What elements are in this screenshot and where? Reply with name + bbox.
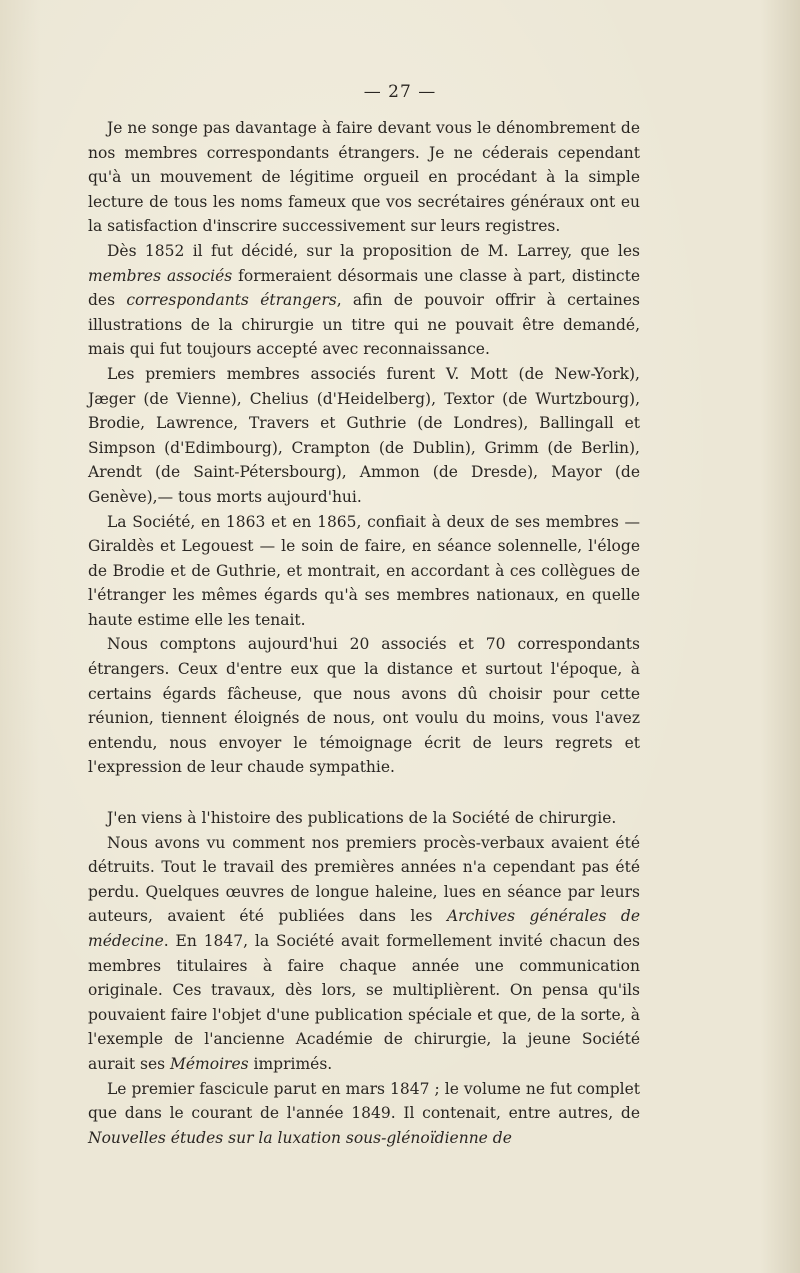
- page-number: — 27 —: [363, 82, 437, 102]
- text-segment: imprimés.: [248, 1054, 333, 1073]
- paragraph: [88, 1077, 640, 1151]
- text-segment: . En 1847, la Société avait formellement invité chacun des membres titulaires à faire chaque année une communication originale. Ces travaux, dès lors, se multiplièrent. On pensa qu'ils pouvaient faire l'objet d'une publication spéciale et que, de la sorte, à l'exemple de l'ancienne Académie de chirurgie, la jeune Société aurait ses: [88, 932, 640, 1073]
- text-segment: Nous comptons aujourd'hui 20 associés et 70 correspondants étrangers. Ceux d'entre eux que la distance et surtout l'époque, à certains égards fâcheuse, que nous avons dû choisir pour cette réunion, tiennent éloignés de nous, ont voulu du moins, vous l'avez entendu, nous envoyer le témoignage écrit de leurs regrets et l'expression de leur chaude sympathie.: [88, 635, 640, 777]
- text-segment: Les premiers membres associés furent V. Mott (de New-York), Jæger (de Vienne), Chelius (d'Heidelberg), Textor (de Wurtzbourg), Brodie, Lawrence, Travers et Guthrie (de Londres), Ballingall et Simpson (d'Edimbourg), Crampton (de Dublin), Grimm (de Berlin), Arendt (de Saint-Pétersbourg), Ammon (de Dresde), Mayor (de Genève),— tous morts aujourd'hui.: [88, 364, 640, 506]
- italic-text: correspondants étrangers: [126, 291, 337, 310]
- text-segment: Je ne songe pas davantage à faire devant vous le dénombrement de nos membres correspondants étrangers. Je ne céderais cependant qu'à un mouvement de légitime orgueil en procédant à la simple lecture de tous les noms fameux que vos secrétaires généraux ont eu la satisfaction d'inscrire successivement sur leurs registres.: [88, 119, 640, 236]
- italic-text: Nouvelles études sur la luxation sous-glénoïdienne de: [88, 1128, 512, 1147]
- paragraph: [88, 116, 640, 239]
- paragraph: [88, 632, 640, 780]
- paragraph: [88, 362, 640, 510]
- italic-text: membres associés: [88, 266, 233, 285]
- italic-text: Archives générales de médecine: [88, 907, 641, 950]
- text-body: [88, 116, 640, 1150]
- text-segment: , afin de pouvoir offrir à certaines illustrations de la chirurgie un titre qui ne pouvait être demandé, mais qui fut toujours accepté avec reconnaissance.: [88, 291, 640, 359]
- text-segment: Dès 1852 il fut décidé, sur la proposition de M. Larrey, que les: [107, 241, 640, 260]
- italic-text: Mémoires: [170, 1054, 249, 1073]
- text-segment: La Société, en 1863 et en 1865, confiait à deux de ses membres — Giraldès et Legouest — le soin de faire, en séance solennelle, l'éloge de Brodie et de Guthrie, et montrait, en accordant à ces collègues de l'étranger les mêmes égards qu'à ses membres nationaux, en quelle haute estime elle les tenait.: [88, 512, 640, 629]
- text-segment: Le premier fascicule parut en mars 1847 ; le volume ne fut complet que dans le courant de l'année 1849. Il contenait, entre autres, de: [88, 1079, 640, 1123]
- text-segment: Nous avons vu comment nos premiers procès-verbaux avaient été détruits. Tout le travail des premières années n'a cependant pas été perdu. Quelques œuvres de longue haleine, lues en séance par leurs auteurs, avaient été publiées dans les: [88, 833, 640, 926]
- paragraph: [88, 806, 640, 831]
- text-segment: J'en viens à l'histoire des publications de la Société de chirurgie.: [107, 809, 617, 828]
- paragraph: [88, 239, 640, 362]
- paragraph: [88, 831, 640, 1077]
- paragraph: [88, 510, 640, 633]
- text-segment: formeraient désormais une classe à part, distincte des: [88, 266, 641, 310]
